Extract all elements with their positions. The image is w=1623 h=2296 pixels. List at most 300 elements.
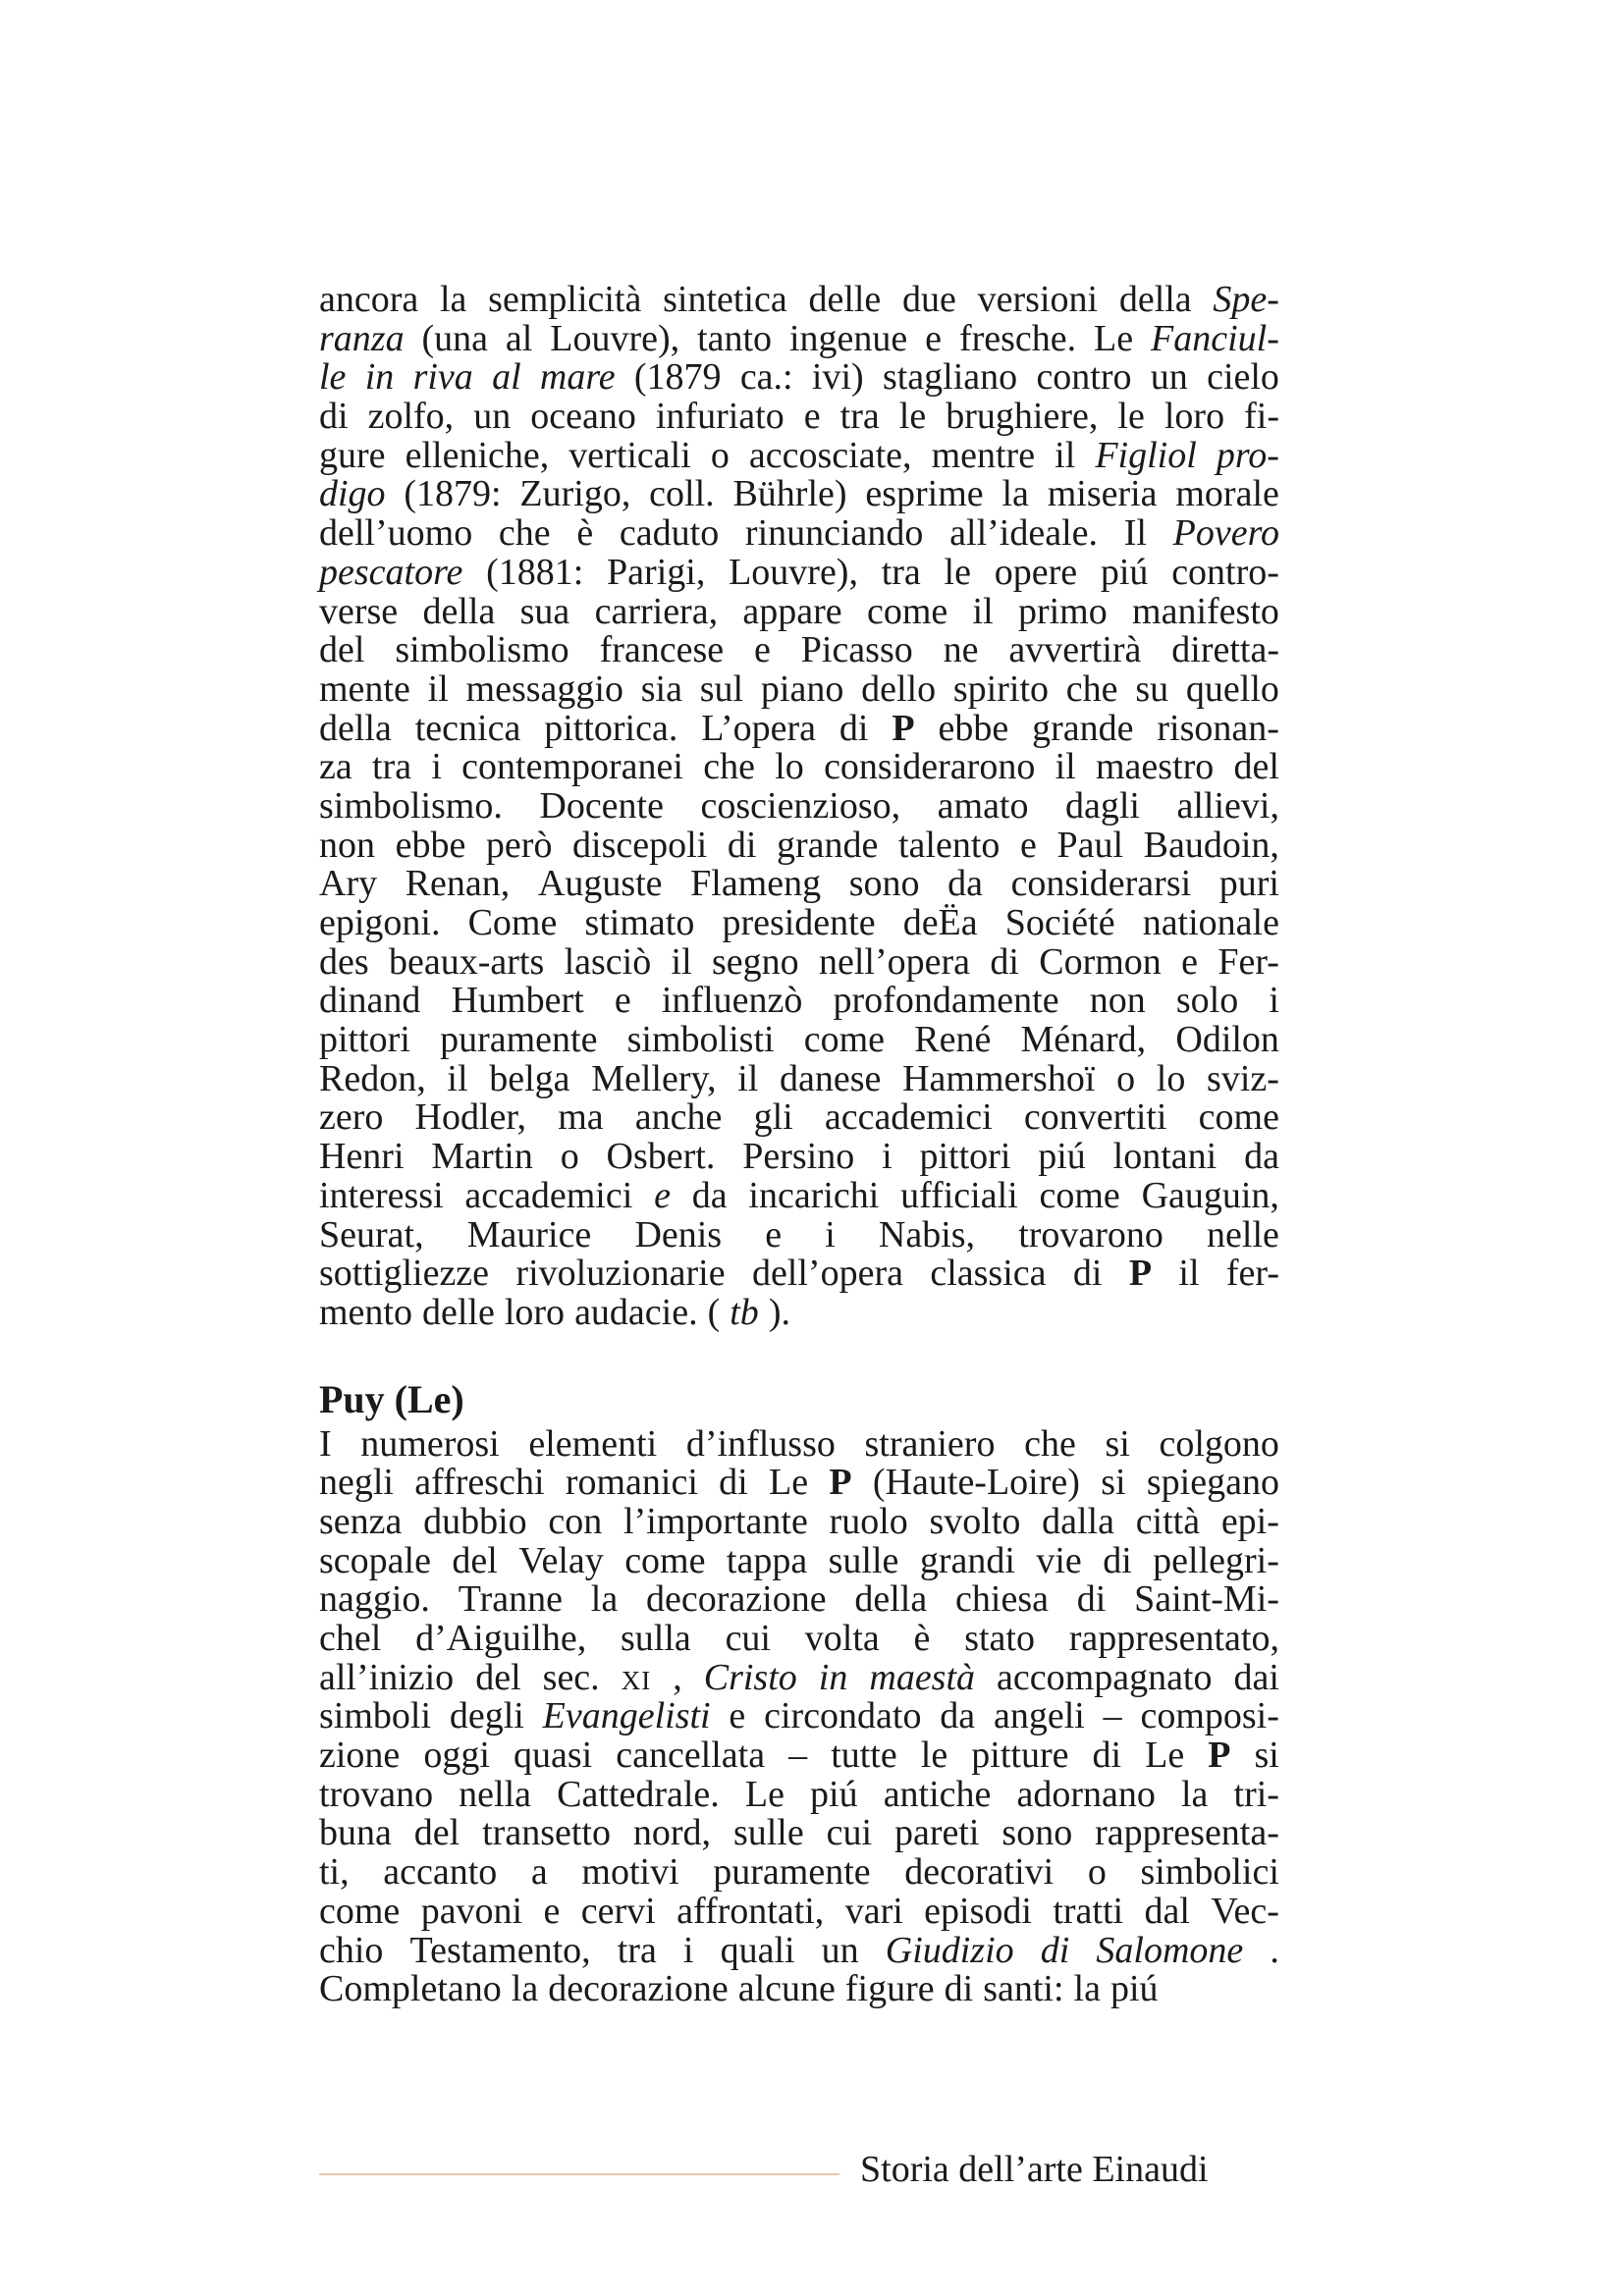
text-word: tra (617, 1929, 657, 1971)
text-word: della (1118, 279, 1192, 320)
text-word: incarichi (748, 1174, 880, 1216)
text-word: adornano (1016, 1773, 1156, 1815)
text-word: e (803, 396, 821, 438)
text-word: dal (1144, 1890, 1190, 1932)
text-word: ca.: (739, 356, 793, 399)
text-word: la (1073, 1968, 1101, 2010)
text-word: spiegano (1146, 1462, 1279, 1504)
text-word: d’Aiguilhe, (415, 1618, 587, 1659)
text-word: René (914, 1019, 992, 1061)
text-word: simboli (319, 1695, 432, 1737)
text-word: di (727, 824, 757, 866)
text-word: Hodler, (414, 1096, 527, 1139)
text-word: Martin (431, 1136, 533, 1178)
text-word: in (818, 1656, 848, 1698)
text-word: colgono (1159, 1422, 1279, 1465)
text-word: città (1135, 1500, 1201, 1542)
text-word: L’opera (701, 707, 817, 749)
text-word: verse (319, 590, 399, 632)
text-word: profondamente (833, 980, 1059, 1022)
text-word: tra (372, 746, 412, 788)
text-word: Spe- (1213, 279, 1279, 320)
text-word: e (614, 980, 631, 1022)
text-line (319, 1620, 1279, 1659)
text-line (319, 904, 1279, 943)
text-word: tutte (831, 1735, 897, 1777)
text-word: epi- (1220, 1500, 1279, 1542)
text-line (319, 1291, 1279, 1333)
text-word: piú (810, 1773, 858, 1815)
text-word: su (1135, 667, 1169, 710)
text-word: sua (519, 590, 570, 632)
text-word: Le (769, 1462, 809, 1504)
text-line (319, 358, 1279, 398)
text-word: Seurat, (319, 1213, 424, 1255)
text-word: Parigi, (607, 551, 706, 593)
text-word: come (1039, 1174, 1120, 1216)
text-word: riva (412, 356, 473, 399)
text-word: da (691, 1174, 728, 1216)
text-word: un (821, 1929, 859, 1971)
text-word: convertiti (1023, 1096, 1167, 1139)
text-word: I (319, 1422, 332, 1465)
text-line (319, 865, 1279, 904)
text-word: fer- (1225, 1253, 1279, 1295)
text-line (319, 748, 1279, 787)
text-word: accademici (824, 1096, 993, 1139)
text-line (319, 1539, 1279, 1581)
text-word: – (788, 1735, 808, 1777)
text-word: tratti (1053, 1890, 1124, 1932)
text-word: si (1105, 1422, 1130, 1465)
text-word: e (925, 317, 943, 359)
text-word: di (944, 1968, 974, 2010)
text-word: Auguste (537, 863, 663, 905)
text-word: pittorica. (544, 707, 678, 749)
text-word: danese (780, 1057, 882, 1099)
text-word: del (452, 1539, 498, 1581)
text-word: manifesto (1132, 590, 1279, 632)
text-word: interessi (319, 1174, 444, 1216)
text-word: l’importante (622, 1500, 808, 1542)
text-word: e (543, 1890, 561, 1932)
text-word: zolfo, (367, 396, 455, 438)
text-word: puramente (713, 1851, 871, 1894)
text-word: dagli (1065, 784, 1140, 827)
text-word: P (1128, 1253, 1153, 1295)
text-word: e (729, 1695, 746, 1737)
text-word: antiche (883, 1773, 992, 1815)
text-word: , (673, 1656, 682, 1698)
text-word: considerarsi (1010, 863, 1192, 905)
text-word: Flameng (690, 863, 822, 905)
text-word: Testamento, (409, 1929, 591, 1971)
text-word: le (944, 551, 971, 593)
text-word: influenzò (661, 980, 803, 1022)
text-word: pellegri- (1153, 1539, 1279, 1581)
text-word: Picasso (800, 629, 913, 671)
footer-title: Storia dell’arte Einaudi (860, 2149, 1209, 2190)
text-word: caduto (619, 512, 720, 555)
text-word: stato (964, 1618, 1035, 1659)
text-word: rappresenta- (1095, 1812, 1279, 1854)
text-word: vari (844, 1890, 903, 1932)
text-word: della (319, 707, 392, 749)
text-word: (1881: (486, 551, 584, 593)
text-word: come (866, 590, 948, 632)
text-word: mente (319, 667, 410, 710)
text-word: si (1101, 1462, 1126, 1504)
text-word: Mellery, (591, 1057, 717, 1099)
text-word: Société (1004, 902, 1115, 943)
text-word: zione (319, 1735, 401, 1777)
text-word: la (590, 1578, 619, 1621)
text-word: e (1181, 940, 1198, 983)
text-word: non (319, 824, 375, 866)
text-word: oceano (530, 396, 636, 438)
text-word: la (511, 1968, 539, 2010)
text-word: di (1092, 1735, 1122, 1777)
text-word: motivi (581, 1851, 679, 1894)
text-word: opere (994, 551, 1078, 593)
text-word: da (940, 1695, 976, 1737)
text-word: mare (539, 356, 616, 399)
text-word: Nabis, (878, 1213, 976, 1255)
text-word: rivoluzionarie (515, 1253, 726, 1295)
text-word: come (803, 1019, 886, 1061)
text-word: le (920, 1735, 948, 1777)
text-word: del (413, 1812, 460, 1854)
text-word: maestà (869, 1656, 976, 1698)
text-word: stimato (584, 902, 695, 943)
text-word: discepoli (572, 824, 708, 866)
text-line (319, 982, 1279, 1021)
text-word: Osbert. (606, 1136, 716, 1178)
text-word: messaggio (465, 667, 623, 710)
text-word: cervi (580, 1890, 656, 1932)
text-word: lo (1156, 1057, 1186, 1099)
text-word: sviz- (1207, 1057, 1279, 1099)
text-line (319, 1174, 1279, 1216)
text-word: Giudizio (885, 1929, 1014, 1971)
text-word: Zurigo, (519, 473, 631, 515)
text-word: beaux-arts (388, 940, 545, 983)
text-line (319, 1773, 1279, 1815)
text-line (319, 1213, 1279, 1255)
text-word: maestro (1095, 746, 1215, 788)
text-line (319, 631, 1279, 670)
text-word: ranza (319, 317, 405, 359)
text-word: contro- (1171, 551, 1279, 593)
text-word: i (682, 1929, 694, 1971)
text-word: chio (319, 1929, 384, 1971)
text-line (319, 514, 1279, 554)
text-word: morale (1175, 473, 1279, 515)
text-word: Ménard, (1020, 1019, 1147, 1061)
text-word: Ary (319, 863, 378, 905)
text-word: miseria (1047, 473, 1158, 515)
text-word: P (892, 707, 915, 749)
text-word: dai (1233, 1656, 1279, 1698)
text-word: volta (804, 1618, 880, 1659)
text-word: cui (725, 1618, 771, 1659)
text-word: d’influsso (685, 1422, 836, 1465)
text-word: fi- (1244, 396, 1279, 438)
text-word: piú (1038, 1136, 1086, 1178)
text-word: nord, (632, 1812, 712, 1854)
text-word: za (319, 746, 352, 788)
text-word: Il (1123, 512, 1147, 555)
text-word: scopale (319, 1539, 431, 1581)
text-word: gli (753, 1096, 793, 1139)
text-word: Cormon (1039, 940, 1162, 983)
text-word: primo (1017, 590, 1108, 632)
text-word: zero (319, 1096, 384, 1139)
text-word: di (1103, 1539, 1132, 1581)
text-word: quali (720, 1929, 795, 1971)
text-word: talento (897, 824, 1001, 866)
text-word: transetto (482, 1812, 611, 1854)
text-word: straniero (864, 1422, 996, 1465)
text-word: . (1270, 1929, 1279, 1971)
text-word: Cristo (703, 1656, 797, 1698)
text-word: Redon, (319, 1057, 426, 1099)
text-word: è (576, 512, 594, 555)
text-word: e (754, 629, 771, 671)
text-word: lasciò (564, 940, 652, 983)
text-word: di (1076, 1578, 1107, 1621)
text-word: il (427, 667, 449, 710)
text-word: belga (489, 1057, 570, 1099)
text-word: – (1103, 1695, 1122, 1737)
text-word: mentre (931, 434, 1036, 476)
text-word: piano (760, 667, 844, 710)
text-word: di (1072, 1253, 1103, 1295)
text-word: al (492, 356, 521, 399)
text-word: puri (1218, 863, 1279, 905)
text-word: pittori (319, 1019, 410, 1061)
text-word: trovarono (1018, 1213, 1163, 1255)
text-word: tecnica (414, 707, 521, 749)
text-word: alcune (737, 1968, 836, 2010)
text-line (319, 317, 1279, 359)
text-word: il (972, 590, 994, 632)
text-word: tri- (1233, 1773, 1279, 1815)
text-word: risonan- (1157, 707, 1279, 749)
text-word: rappresentato, (1068, 1618, 1279, 1659)
text-line (319, 1098, 1279, 1138)
text-line (319, 1970, 1279, 2009)
text-word: svolto (929, 1500, 1021, 1542)
text-word: carriera, (594, 590, 719, 632)
text-word: come (1198, 1096, 1279, 1139)
text-word: o (560, 1136, 579, 1178)
text-word: coscienzioso, (700, 784, 901, 827)
text-word: episodi (924, 1890, 1032, 1932)
text-word: piú (1100, 551, 1149, 593)
text-word: santi: (983, 1968, 1064, 2010)
text-word: di (1040, 1929, 1070, 1971)
text-word: il (1055, 746, 1076, 788)
text-word: considerarono (824, 746, 1036, 788)
text-word: Saint-Mi- (1134, 1578, 1279, 1621)
text-word: il (671, 940, 692, 983)
text-word: pro- (1216, 434, 1279, 476)
text-word: naggio. (319, 1578, 430, 1621)
text-line (319, 1929, 1279, 1971)
text-line (319, 1464, 1279, 1503)
text-word: Salomone (1096, 1929, 1244, 1971)
text-word: Fer- (1217, 940, 1279, 983)
text-word: francese (599, 629, 725, 671)
text-line (319, 1814, 1279, 1853)
text-word: semplicità (488, 279, 642, 320)
text-word: Renan, (405, 863, 511, 905)
text-word: numerosi (360, 1422, 500, 1465)
text-word: epigoni. (319, 902, 441, 943)
text-word: oggi (423, 1735, 490, 1777)
text-line (319, 434, 1279, 476)
text-word: quello (1185, 667, 1279, 710)
text-word: Povero (1172, 512, 1279, 555)
text-word: stagliano (882, 356, 1018, 399)
footer-rule (319, 2173, 839, 2175)
text-word: decorazione (646, 1578, 827, 1621)
text-word: di (990, 940, 1019, 983)
text-line (319, 590, 1279, 632)
text-word: buna (319, 1812, 392, 1854)
text-line (319, 824, 1279, 866)
text-word: romanici (565, 1462, 698, 1504)
text-word: Denis (634, 1213, 723, 1255)
text-word: coll. (649, 473, 715, 515)
text-word: ebbe (395, 824, 466, 866)
text-word: figure (844, 1968, 935, 2010)
text-word: pescatore (319, 551, 463, 593)
text-word: Hammershoï (902, 1057, 1096, 1099)
text-word: al (505, 317, 533, 359)
text-word: ingenue (788, 317, 908, 359)
text-word: lo (775, 746, 804, 788)
text-word: piú (1109, 1968, 1159, 2010)
text-word: delle (808, 279, 882, 320)
text-word: sottigliezze (319, 1253, 490, 1295)
text-word: infuriato (655, 396, 784, 438)
text-word: dalla (1042, 1500, 1114, 1542)
text-word: grande (777, 824, 879, 866)
text-word: ufficiali (900, 1174, 1018, 1216)
text-word: accompagnato (997, 1656, 1213, 1698)
text-line (319, 667, 1279, 710)
text-line (319, 1138, 1279, 1177)
text-word: ( (707, 1291, 721, 1333)
text-word: brughiere, (946, 396, 1099, 438)
text-word: Figliol (1095, 434, 1197, 476)
text-word: del (475, 1656, 521, 1698)
text-word: ruolo (829, 1500, 908, 1542)
text-word: come (624, 1539, 706, 1581)
text-word: tra (839, 396, 880, 438)
text-word: segno (712, 940, 799, 983)
text-word: accosciate, (748, 434, 912, 476)
text-word: pittori (919, 1136, 1011, 1178)
text-word: all’ideale. (949, 512, 1098, 555)
text-word: rinunciando (744, 512, 924, 555)
text-word: Docente (539, 784, 664, 827)
text-word: Baudoin, (1143, 824, 1279, 866)
text-word: ivi) (811, 356, 864, 399)
text-word: le (898, 396, 927, 438)
text-word: Bührle) (732, 473, 847, 515)
text-word: spirito (952, 667, 1050, 710)
text-word: di (719, 1462, 748, 1504)
text-word: sec. (542, 1656, 600, 1698)
text-word: Persino (742, 1136, 855, 1178)
text-word: Le (1145, 1735, 1185, 1777)
text-word: Cattedrale. (557, 1773, 720, 1815)
text-word: ). (768, 1291, 790, 1333)
text-word: puramente (440, 1019, 598, 1061)
text-word: il (737, 1057, 759, 1099)
text-word: (Haute-Loire) (872, 1462, 1080, 1504)
text-word: contemporanei (461, 746, 683, 788)
text-word: Le (744, 1773, 784, 1815)
text-word: tb (730, 1291, 759, 1333)
text-word: (1879: (404, 473, 502, 515)
text-word: i (825, 1213, 836, 1255)
text-line (319, 784, 1279, 827)
text-line (319, 1057, 1279, 1099)
text-word: sul (699, 667, 744, 710)
text-word: Paul (1056, 824, 1124, 866)
text-word: del (319, 629, 365, 671)
text-word: Vec- (1211, 1890, 1279, 1932)
text-word: due (902, 279, 956, 320)
text-word: deËa (902, 902, 978, 943)
text-word: dello (861, 667, 937, 710)
text-word: in (364, 356, 395, 399)
text-word: come (319, 1890, 401, 1932)
text-word: composi- (1140, 1695, 1279, 1737)
text-word: dell’opera (751, 1253, 903, 1295)
text-word: anche (634, 1096, 723, 1139)
text-word: Evangelisti (542, 1695, 711, 1737)
text-word: nationale (1142, 902, 1279, 943)
text-word: ebbe (938, 707, 1009, 749)
text-word: di (839, 707, 869, 749)
text-word: amato (937, 784, 1029, 827)
text-word: allievi, (1176, 784, 1279, 827)
text-line (319, 1656, 1279, 1698)
text-word: Louvre), (729, 551, 858, 593)
text-line (319, 1580, 1279, 1620)
text-line (319, 1853, 1279, 1893)
text-word: dinand (319, 980, 421, 1022)
text-word: è (913, 1618, 931, 1659)
text-word: tanto (697, 317, 773, 359)
text-word: o (1087, 1851, 1107, 1894)
text-word: xi (621, 1656, 652, 1698)
text-word: di (319, 396, 349, 438)
text-word: all’inizio (319, 1656, 455, 1698)
text-word: il (1178, 1253, 1200, 1295)
text-word: grande (1032, 707, 1134, 749)
text-word: sulla (621, 1618, 691, 1659)
text-word: audacie. (574, 1291, 698, 1333)
text-word: negli (319, 1462, 394, 1504)
text-line (319, 1890, 1279, 1932)
text-word: sintetica (663, 279, 787, 320)
